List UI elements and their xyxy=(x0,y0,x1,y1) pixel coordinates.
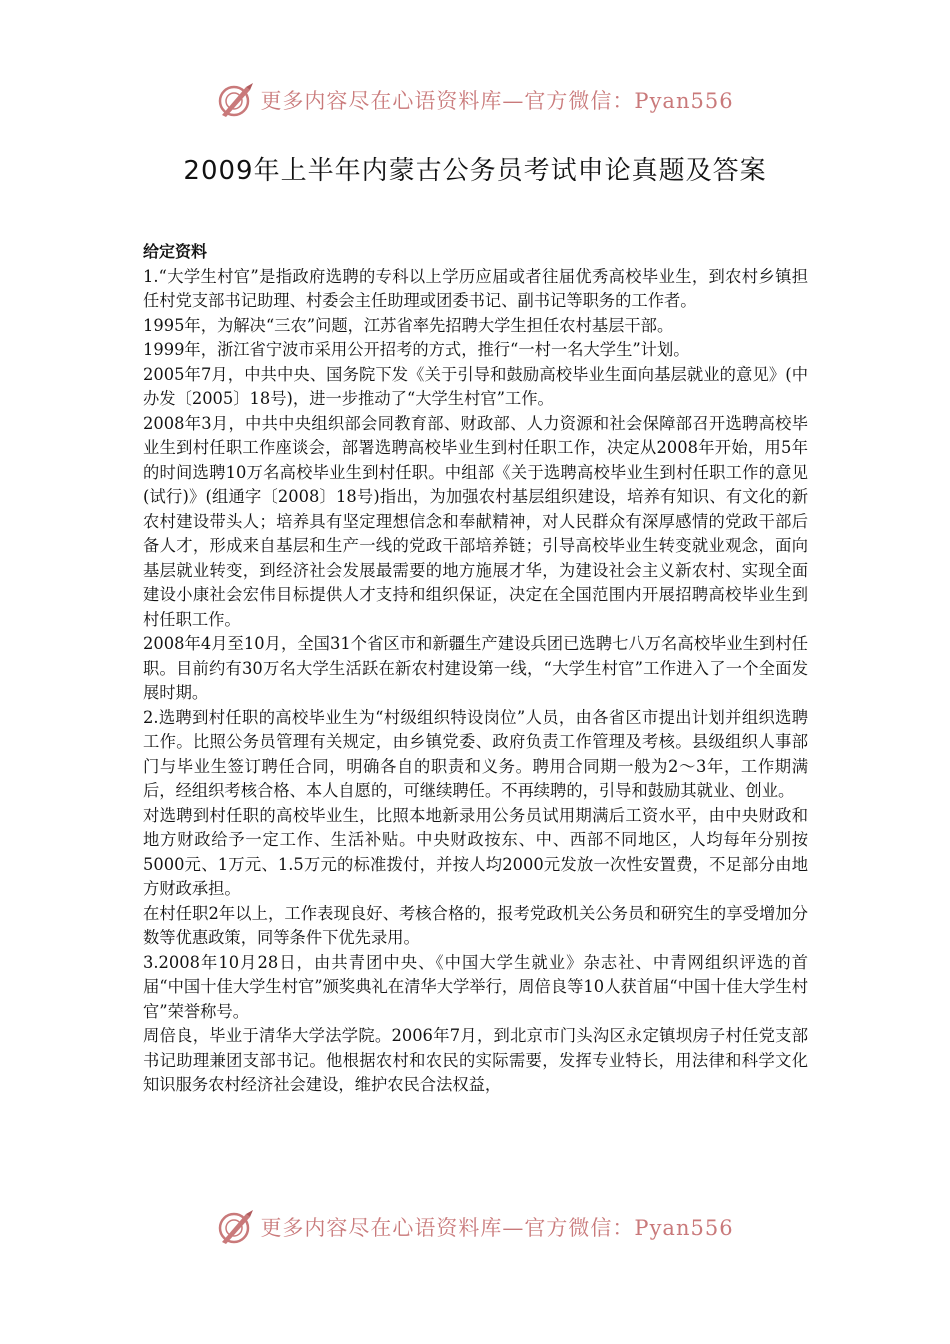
paragraph: 1.“大学生村官”是指政府选聘的专科以上学历应届或者往届优秀高校毕业生，到农村乡镇担任村党支部书记助理、村委会主任助理或团委书记、副书记等职务的工作者。 xyxy=(143,266,808,310)
document-body xyxy=(143,240,808,1098)
section-heading: 给定资料 xyxy=(143,242,208,261)
paragraph: 对选聘到村任职的高校毕业生，比照本地新录用公务员试用期满后工资水平，由中央财政和地方财政给予一定工作、生活补贴。中央财政按东、中、西部不同地区，人均每年分别按5000元、1万元、1.5万元的标准拨付，并按人均2000元发放一次性安置费，不足部分由地方财政承担。 xyxy=(143,805,808,898)
pen-logo-icon xyxy=(216,81,256,119)
paragraph: 1999年，浙江省宁波市采用公开招考的方式，推行“一村一名大学生”计划。 xyxy=(143,340,690,359)
paragraph: 2005年7月，中共中央、国务院下发《关于引导和鼓励高校毕业生面向基层就业的意见》(中办发〔2005〕18号)，进一步推动了“大学生村官”工作。 xyxy=(143,364,808,408)
paragraph: 3.2008年10月28日，由共青团中央、《中国大学生就业》杂志社、中青网组织评选的首届“中国十佳大学生村官”颁奖典礼在清华大学举行，周倍良等10人获首届“中国十佳大学生村官”荣誉称号。 xyxy=(143,952,808,1021)
paragraph: 2008年4月至10月，全国31个省区市和新疆生产建设兵团已选聘七八万名高校毕业生到村任职。目前约有30万名大学生活跃在新农村建设第一线，“大学生村官”工作进入了一个全面发展时期。 xyxy=(143,634,808,702)
footer-watermark-banner xyxy=(0,1207,950,1247)
document-title: 2009年上半年内蒙古公务员考试申论真题及答案 xyxy=(183,156,767,186)
watermark-text: 更多内容尽在心语资料库—官方微信：Pyan556 xyxy=(260,89,734,113)
paragraph: 2.选聘到村任职的高校毕业生为“村级组织特设岗位”人员，由各省区市提出计划并组织选聘工作。比照公务员管理有关规定，由乡镇党委、政府负责工作管理及考核。县级组织人事部门与毕业生签订聘任合同，明确各自的职责和义务。聘用合同期一般为2～3年，工作期满后，经组织考核合格、本人自愿的，可继续聘任。不再续聘的，引导和鼓励其就业、创业。 xyxy=(143,707,808,800)
paragraph: 在村任职2年以上，工作表现良好、考核合格的，报考党政机关公务员和研究生的享受增加分数等优惠政策，同等条件下优先录用。 xyxy=(143,903,808,947)
paragraph: 1995年，为解决“三农”问题，江苏省率先招聘大学生担任农村基层干部。 xyxy=(143,315,674,335)
header-watermark-banner xyxy=(0,80,950,120)
paragraph: 周倍良，毕业于清华大学法学院。2006年7月，到北京市门头沟区永定镇坝房子村任党支部书记助理兼团支部书记。他根据农村和农民的实际需要，发挥专业特长，用法律和科学文化知识服务农村经济社会建设，维护农民合法权益， xyxy=(143,1026,808,1094)
watermark-text: 更多内容尽在心语资料库—官方微信：Pyan556 xyxy=(260,1216,734,1240)
paragraph: 2008年3月，中共中央组织部会同教育部、财政部、人力资源和社会保障部召开选聘高校毕业生到村任职工作座谈会，部署选聘高校毕业生到村任职工作，决定从2008年开始，用5年的时间选聘10万名高校毕业生到村任职。中组部《关于选聘高校毕业生到村任职工作的意见(试行)》(组通字〔2008〕18号)指出，为加强农村基层组织建设，培养有知识、有文化的新农村建设带头人；培养具有坚定理想信念和奉献精神，对人民群众有深厚感情的党政干部后备人才，形成来自基层和生产一线的党政干部培养链；引导高校毕业生转变就业观念，面向基层就业转变，到经济社会发展最需要的地方施展才华，为建设社会主义新农村、实现全面建设小康社会宏伟目标提供人才支持和组织保证，决定在全国范围内开展招聘高校毕业生到村任职工作。 xyxy=(143,413,808,629)
pen-logo-icon xyxy=(216,1208,256,1246)
